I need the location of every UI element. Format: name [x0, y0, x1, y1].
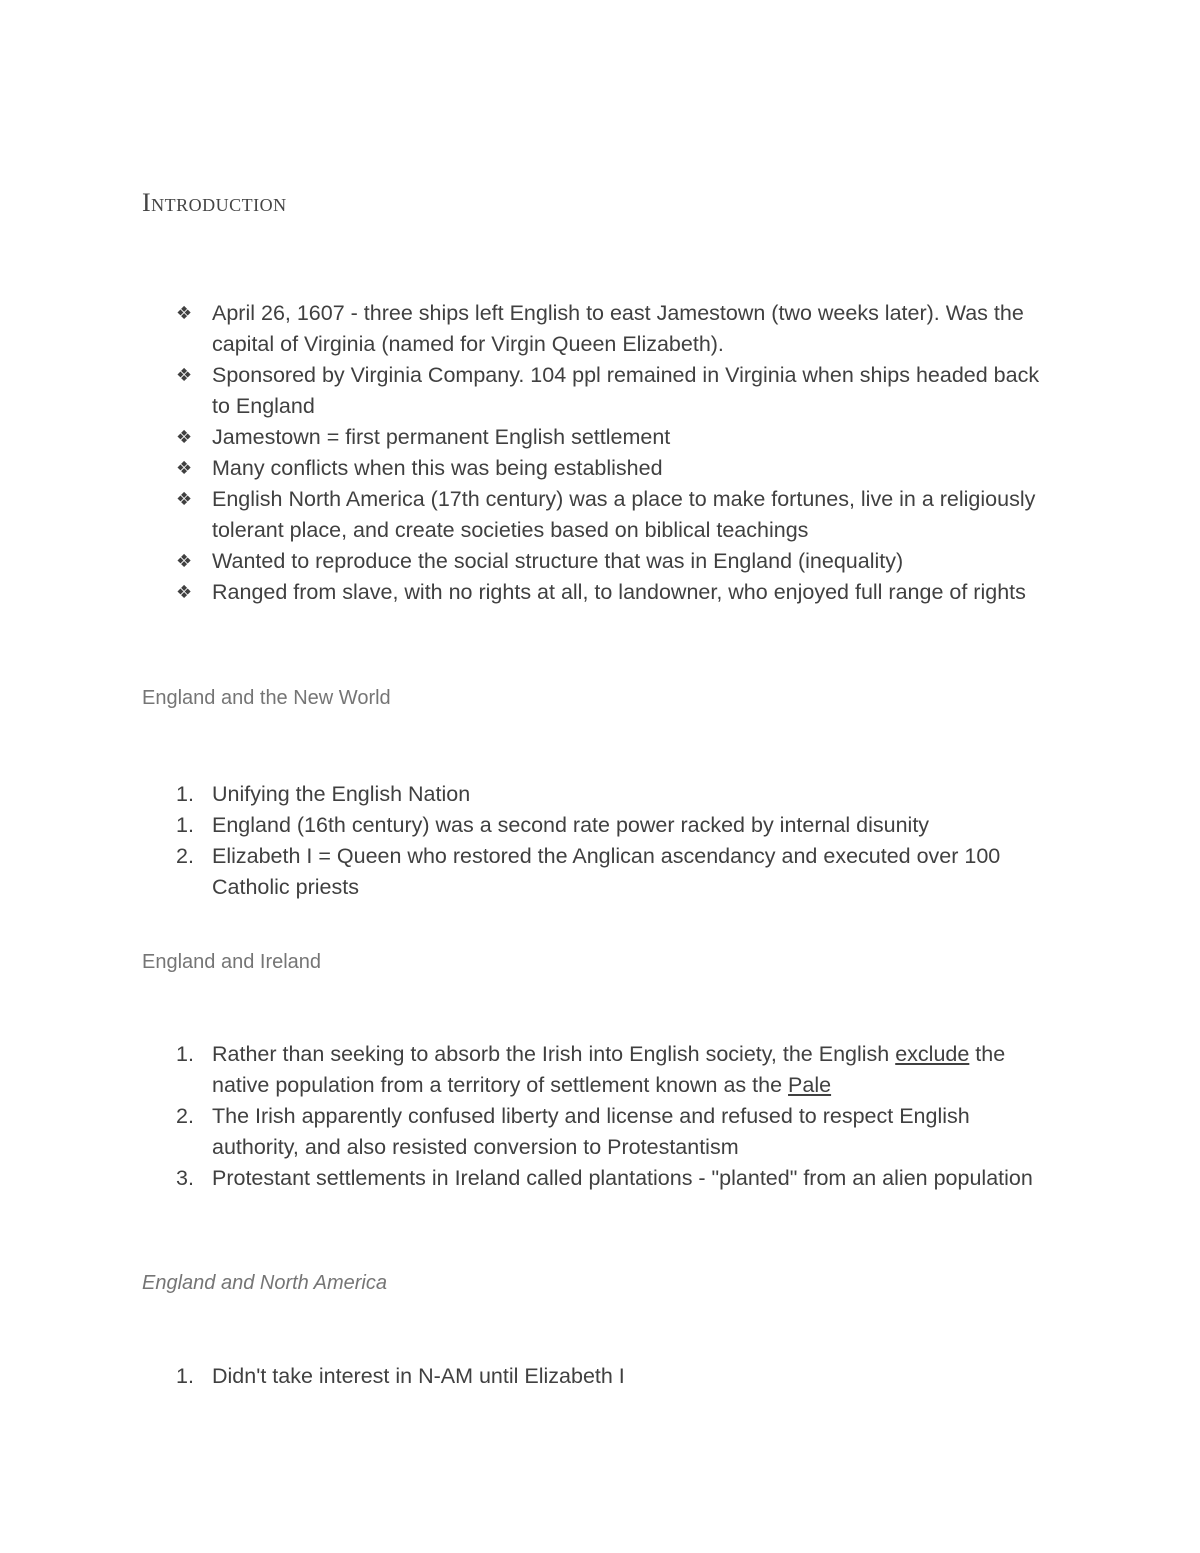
heading-england-new-world: England and the New World — [142, 687, 391, 709]
list-item: ❖ Many conflicts when this was being established — [142, 453, 1052, 484]
diamond-bullet-icon: ❖ — [176, 582, 193, 603]
heading-england-ireland: England and Ireland — [142, 951, 322, 973]
list-item: 3. Protestant settlements in Ireland called plantations - "planted" from an alien population — [142, 1163, 1052, 1194]
diamond-bullet-icon: ❖ — [176, 458, 193, 479]
list-item: ❖ English North America (17th century) was a place to make fortunes, live in a religiously tolerant place, and create societies based on biblical teachings — [142, 484, 1052, 546]
list-number: 1. — [176, 1042, 194, 1066]
introduction-bullet-list — [142, 298, 1052, 608]
list-number: 1. — [176, 1364, 194, 1388]
list-item: ❖ Jamestown = first permanent English settlement — [142, 422, 1052, 453]
list-number: 2. — [176, 1104, 194, 1128]
list-item: 2. Elizabeth I = Queen who restored the Anglican ascendancy and executed over 100 Catholic priests — [142, 841, 1052, 903]
new-world-numbered-list — [142, 779, 1052, 903]
list-item: 1. Unifying the English Nation — [142, 779, 1052, 810]
diamond-bullet-icon: ❖ — [176, 551, 193, 572]
list-item: 1. Rather than seeking to absorb the Irish into English society, the English exclude the native population from a territory of settlement known as the Pale — [142, 1039, 1052, 1101]
diamond-bullet-icon: ❖ — [176, 303, 193, 324]
list-item: 1. Didn't take interest in N-AM until Elizabeth I — [142, 1361, 1052, 1392]
underlined-term-pale: Pale — [788, 1073, 832, 1097]
heading-england-north-america: England and North America — [142, 1272, 387, 1294]
list-item: 1. England (16th century) was a second rate power racked by internal disunity — [142, 810, 1052, 841]
diamond-bullet-icon: ❖ — [176, 365, 193, 386]
list-number: 1. — [176, 782, 194, 806]
list-item: ❖ Wanted to reproduce the social structure that was in England (inequality) — [142, 546, 1052, 577]
list-number: 2. — [176, 844, 194, 868]
ireland-numbered-list — [142, 1039, 1052, 1194]
list-item: ❖ Ranged from slave, with no rights at all, to landowner, who enjoyed full range of rights — [142, 577, 1052, 608]
list-item: 2. The Irish apparently confused liberty and license and refused to respect English authority, and also resisted conversion to Protestantism — [142, 1101, 1052, 1163]
list-number: 3. — [176, 1166, 194, 1190]
diamond-bullet-icon: ❖ — [176, 489, 193, 510]
section-title-introduction: Introduction — [142, 188, 287, 217]
list-item: ❖ April 26, 1607 - three ships left English to east Jamestown (two weeks later). Was the capital of Virginia (named for Virgin Queen Elizabeth). — [142, 298, 1052, 360]
diamond-bullet-icon: ❖ — [176, 427, 193, 448]
list-number: 1. — [176, 813, 194, 837]
underlined-term-exclude: exclude — [895, 1042, 970, 1066]
list-item: ❖ Sponsored by Virginia Company. 104 ppl remained in Virginia when ships headed back to England — [142, 360, 1052, 422]
north-america-numbered-list — [142, 1361, 1052, 1392]
